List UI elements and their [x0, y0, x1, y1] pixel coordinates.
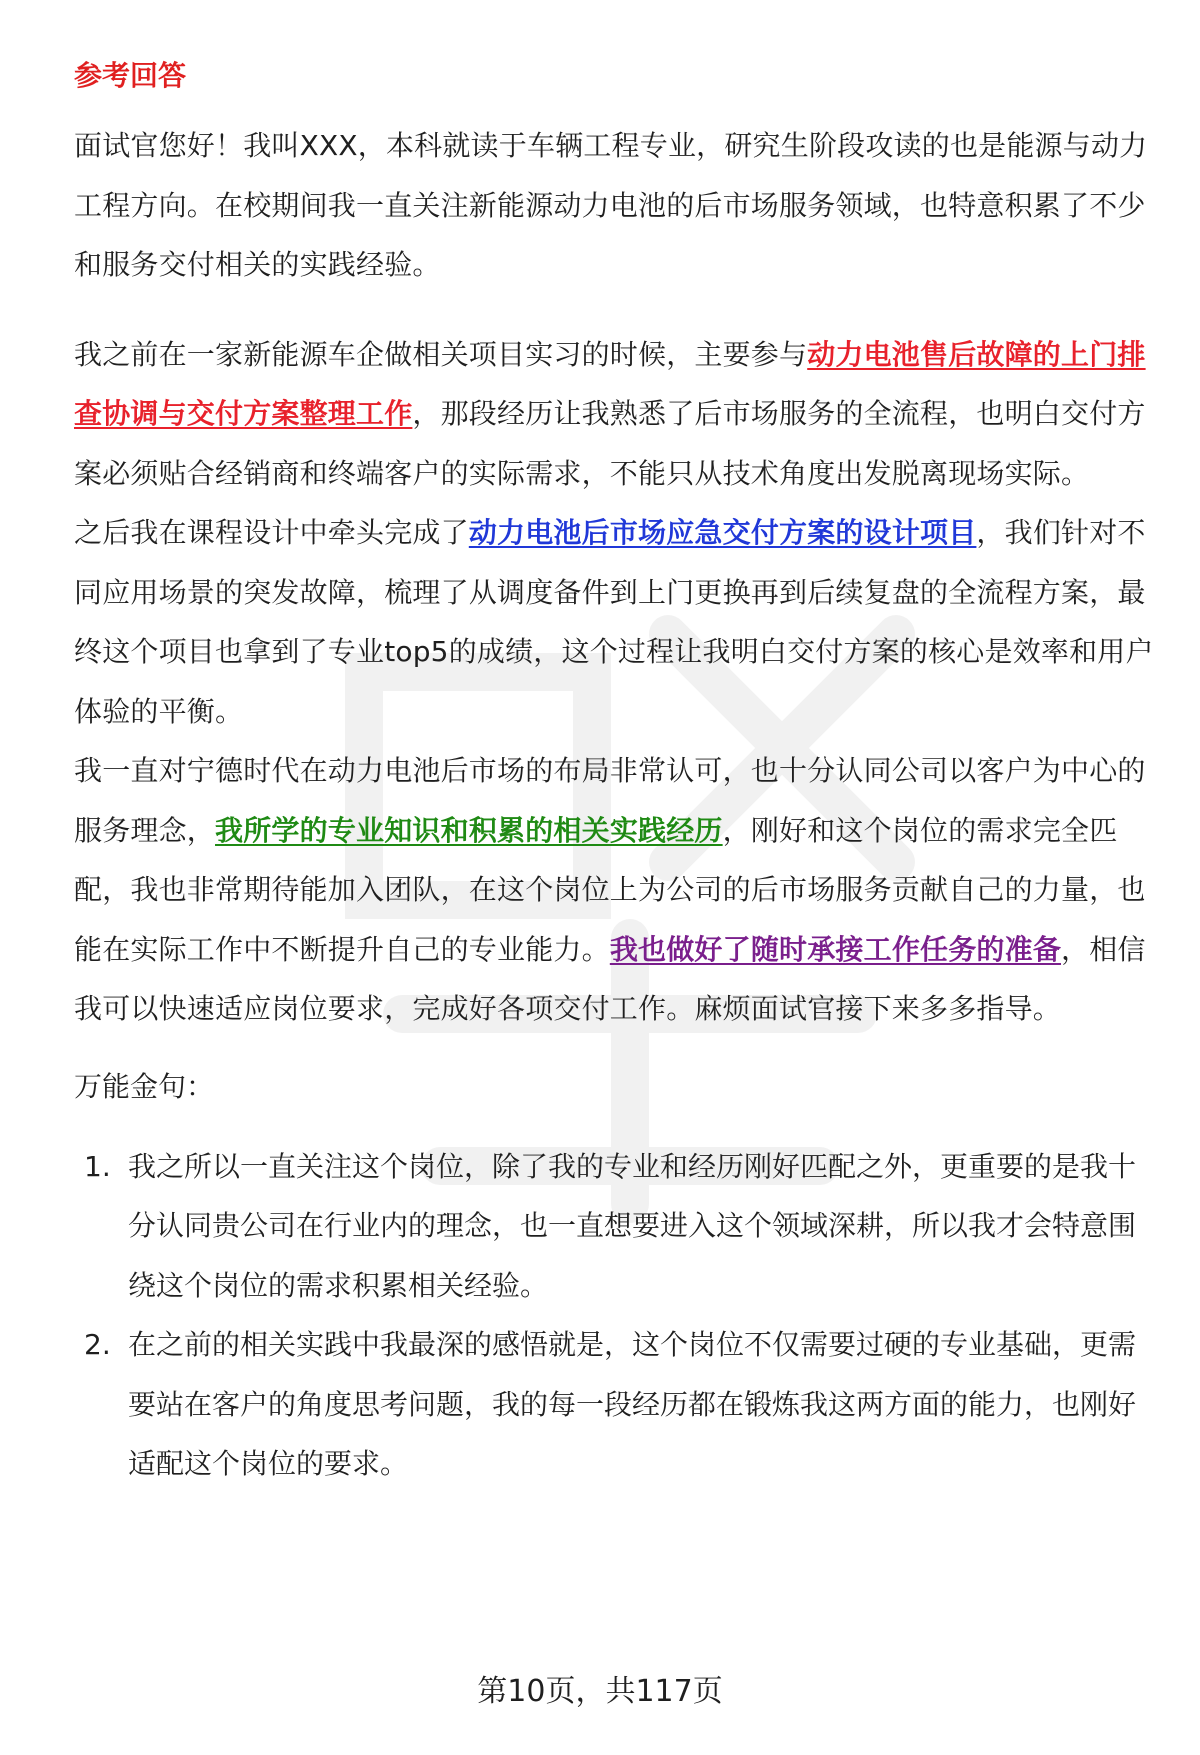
motivation-highlight-skills: 我所学的专业知识和积累的相关实践经历 — [215, 813, 723, 847]
list-item-number: 1. — [84, 1149, 111, 1183]
course-project-paragraph — [74, 503, 1154, 741]
section-heading: 参考回答 — [74, 59, 187, 92]
internship-text-before: 我之前在一家新能源车企做相关项目实习的时候，主要参与 — [74, 337, 808, 371]
page-number-footer: 第10页，共117页 — [477, 1674, 723, 1709]
course-text-after: ，我们针对不同应用场景的突发故障，梳理了从调度备件到上门更换再到后续复盘的全流程方案，最终这个项目也拿到了专业top5的成绩，这个过程让我明白交付方案的核心是效率和用户体验的平衡。 — [74, 516, 1154, 728]
motivation-highlight-ready: 我也做好了随时承接工作任务的准备 — [609, 932, 1062, 966]
motivation-paragraph — [74, 741, 1154, 1039]
tips-list — [74, 1137, 1154, 1494]
list-item — [74, 1137, 1154, 1316]
list-item-number: 2. — [84, 1328, 111, 1361]
internship-highlight: 动力电池售后故障的上门排查协调与交付方案整理工作 — [74, 337, 1146, 430]
internship-text-after: ，那段经历让我熟悉了后市场服务的全流程，也明白交付方案必须贴合经销商和终端客户的实际需求，不能只从技术角度出发脱离现场实际。 — [74, 397, 1146, 490]
course-text-before: 之后我在课程设计中牵头完成了 — [74, 516, 469, 549]
intro-paragraph: 面试官您好！我叫XXX，本科就读于车辆工程专业，研究生阶段攻读的也是能源与动力工程方向。在校期间我一直关注新能源动力电池的后市场服务领域，也特意积累了不少和服务交付相关的实践经验。 — [74, 129, 1148, 281]
tips-label: 万能金句： — [74, 1069, 215, 1103]
motivation-text-after: ，相信我可以快速适应岗位要求，完成好各项交付工作。麻烦面试官接下来多多指导。 — [74, 932, 1146, 1025]
list-item — [74, 1315, 1154, 1494]
internship-paragraph — [74, 325, 1154, 504]
course-highlight: 动力电池后市场应急交付方案的设计项目 — [468, 516, 977, 549]
document-content — [74, 56, 1154, 1494]
list-item-text: 在之前的相关实践中我最深的感悟就是，这个岗位不仅需要过硬的专业基础，更需要站在客户的角度思考问题，我的每一段经历都在锻炼我这两方面的能力，也刚好适配这个岗位的要求。 — [128, 1328, 1137, 1480]
motivation-text-middle: ，刚好和这个岗位的需求完全匹配，我也非常期待能加入团队，在这个岗位上为公司的后市场服务贡献自己的力量，也能在实际工作中不断提升自己的专业能力。 — [74, 813, 1146, 966]
motivation-text-before: 我一直对宁德时代在动力电池后市场的布局非常认可，也十分认同公司以客户为中心的服务理念， — [74, 754, 1146, 847]
list-item-text: 我之所以一直关注这个岗位，除了我的专业和经历刚好匹配之外，更重要的是我十分认同贵公司在行业内的理念，也一直想要进入这个领域深耕，所以我才会特意围绕这个岗位的需求积累相关经验。 — [128, 1149, 1137, 1302]
